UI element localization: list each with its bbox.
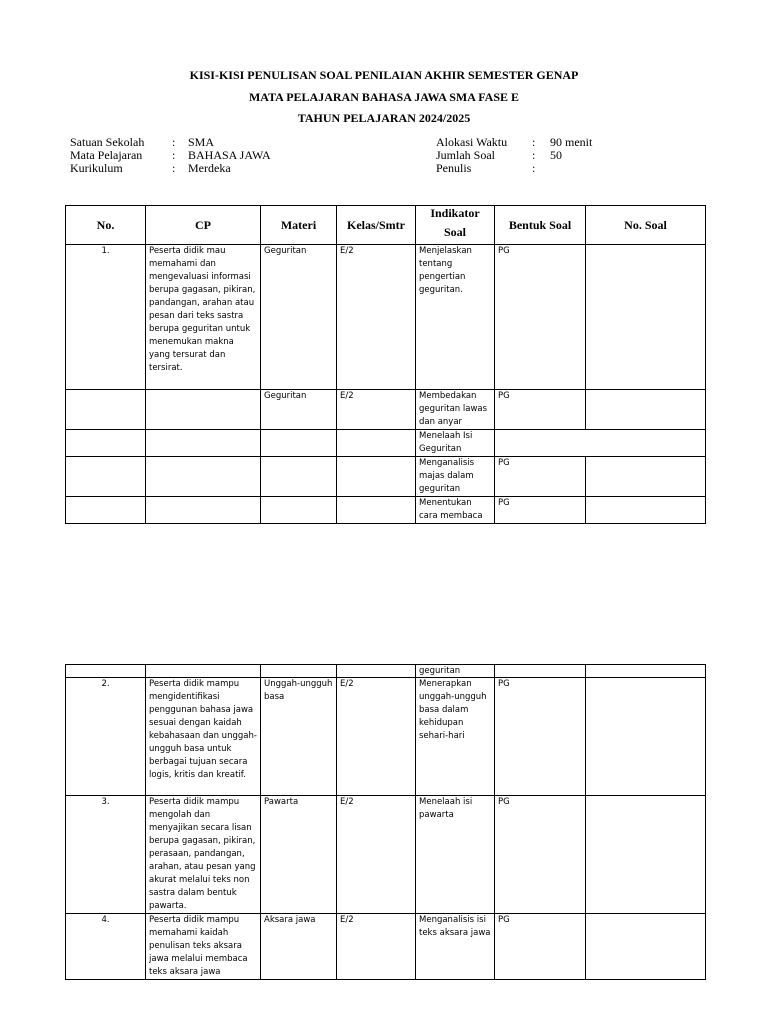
cell-bentuk: PG (495, 914, 586, 980)
cell-cp (146, 665, 261, 678)
header-nosoal: No. Soal (586, 206, 706, 245)
table-row (66, 245, 706, 390)
header-bentuk: Bentuk Soal (495, 206, 586, 245)
info-colon: : (172, 148, 176, 162)
header-kelas: Kelas/Smtr (337, 206, 416, 245)
cell-nosoal (586, 678, 706, 796)
cell-cp (146, 390, 261, 430)
cell-materi (261, 457, 337, 497)
cell-kelas: E/2 (337, 390, 416, 430)
info-value: BAHASA JAWA (188, 148, 271, 162)
kisi-kisi-table-page-1 (65, 205, 706, 524)
cell-indikator: Menentukan cara membaca (416, 497, 495, 524)
cell-cp: Peserta didik mampu mengolah dan menyajikan secara lisan berupa gagasan, pikiran, perasaan, pandangan, arahan, atau pesan yang akurat melalui teks non sastra dalam bentuk pawarta. (146, 796, 261, 914)
table-row (66, 497, 706, 524)
cell-kelas (337, 430, 416, 457)
cell-no (66, 457, 146, 497)
cell-bentuk: PG (495, 390, 586, 430)
cell-materi (261, 430, 337, 457)
cell-indikator: Menganalisis majas dalam geguritan (416, 457, 495, 497)
cell-bentuk (495, 430, 706, 457)
cell-indikator: Menelaah Isi Geguritan (416, 430, 495, 457)
header-indikator (416, 206, 495, 245)
info-label: Kurikulum (70, 161, 123, 175)
kisi-kisi-table-page-2 (65, 664, 706, 980)
title-line-1: KISI-KISI PENULISAN SOAL PENILAIAN AKHIR SEMESTER GENAP (189, 68, 579, 82)
info-colon: : (532, 161, 536, 175)
cell-indikator: Menganalisis isi teks aksara jawa (416, 914, 495, 980)
info-colon: : (172, 161, 176, 175)
info-row-curriculum (70, 162, 271, 175)
info-label: Satuan Sekolah (70, 135, 145, 149)
cell-materi: Aksara jawa (261, 914, 337, 980)
cell-kelas: E/2 (337, 914, 416, 980)
cell-kelas: E/2 (337, 245, 416, 390)
header-no: No. (66, 206, 146, 245)
cell-nosoal (586, 457, 706, 497)
cell-materi (261, 665, 337, 678)
cell-no (66, 497, 146, 524)
cell-no: 3. (66, 796, 146, 914)
header-materi: Materi (261, 206, 337, 245)
cell-no: 2. (66, 678, 146, 796)
cell-nosoal (586, 796, 706, 914)
cell-materi: Pawarta (261, 796, 337, 914)
cell-kelas: E/2 (337, 796, 416, 914)
table-row (66, 914, 706, 980)
cell-materi: Geguritan (261, 390, 337, 430)
cell-no: 4. (66, 914, 146, 980)
table-row-continuation (66, 665, 706, 678)
cell-no (66, 665, 146, 678)
info-colon: : (532, 148, 536, 162)
info-value: 90 menit (550, 135, 593, 149)
cell-materi (261, 497, 337, 524)
cell-materi: Geguritan (261, 245, 337, 390)
info-left (70, 136, 271, 175)
header-indikator-line2: Soal (443, 225, 466, 239)
cell-no (66, 390, 146, 430)
cell-bentuk: PG (495, 678, 586, 796)
cell-nosoal (586, 665, 706, 678)
cell-indikator: Membedakan geguritan lawas dan anyar (416, 390, 495, 430)
title-line-2: MATA PELAJARAN BAHASA JAWA SMA FASE E (248, 90, 520, 104)
info-value: SMA (188, 135, 215, 149)
table-row (66, 390, 706, 430)
cell-indikator: Menelaah isi pawarta (416, 796, 495, 914)
cell-nosoal (586, 497, 706, 524)
info-value: 50 (550, 148, 562, 162)
cell-indikator: Menjelaskan tentang pengertian geguritan. (416, 245, 495, 390)
cell-kelas: E/2 (337, 678, 416, 796)
info-label: Jumlah Soal (436, 148, 495, 162)
table-header-row (66, 206, 706, 245)
info-label: Penulis (436, 161, 472, 175)
info-right (436, 136, 592, 175)
cell-cp: Peserta didik mampu mengidentifikasi penggunan bahasa jawa sesuai dengan kaidah kebahasaan dan unggah-ungguh basa untuk berbagai tujuan secara logis, kritis dan kreatif. (146, 678, 261, 796)
table-row (66, 796, 706, 914)
cell-cp (146, 457, 261, 497)
cell-indikator: Menerapkan unggah-ungguh basa dalam kehidupan sehari-hari (416, 678, 495, 796)
cell-cp (146, 497, 261, 524)
cell-kelas (337, 497, 416, 524)
header-cp: CP (146, 206, 261, 245)
title-line-3: TAHUN PELAJARAN 2024/2025 (297, 111, 471, 125)
cell-no (66, 430, 146, 457)
info-label: Alokasi Waktu (436, 135, 508, 149)
cell-bentuk: PG (495, 457, 586, 497)
cell-bentuk (495, 665, 586, 678)
cell-bentuk: PG (495, 497, 586, 524)
info-label: Mata Pelajaran (70, 148, 143, 162)
info-colon: : (172, 135, 176, 149)
cell-materi: Unggah-ungguh basa (261, 678, 337, 796)
table-row (66, 678, 706, 796)
cell-kelas (337, 665, 416, 678)
cell-no: 1. (66, 245, 146, 390)
cell-nosoal (586, 390, 706, 430)
cell-nosoal (586, 914, 706, 980)
cell-cp: Peserta didik mau memahami dan mengevaluasi informasi berupa gagasan, pikiran, pandangan, arahan atau pesan dari teks sastra berupa geguritan untuk menemukan makna yang tersurat dan tersirat. (146, 245, 261, 390)
cell-bentuk: PG (495, 245, 586, 390)
header-indikator-line1: Indikator (430, 206, 480, 220)
table-row (66, 430, 706, 457)
cell-kelas (337, 457, 416, 497)
cell-cp (146, 430, 261, 457)
cell-bentuk: PG (495, 796, 586, 914)
cell-indikator: geguritan (416, 665, 495, 678)
cell-cp: Peserta didik mampu memahami kaidah penulisan teks aksara jawa melalui membaca teks aksara jawa (146, 914, 261, 980)
info-value: Merdeka (188, 161, 231, 175)
info-colon: : (532, 135, 536, 149)
table-row (66, 457, 706, 497)
info-row-author (436, 162, 592, 175)
cell-nosoal (586, 245, 706, 390)
